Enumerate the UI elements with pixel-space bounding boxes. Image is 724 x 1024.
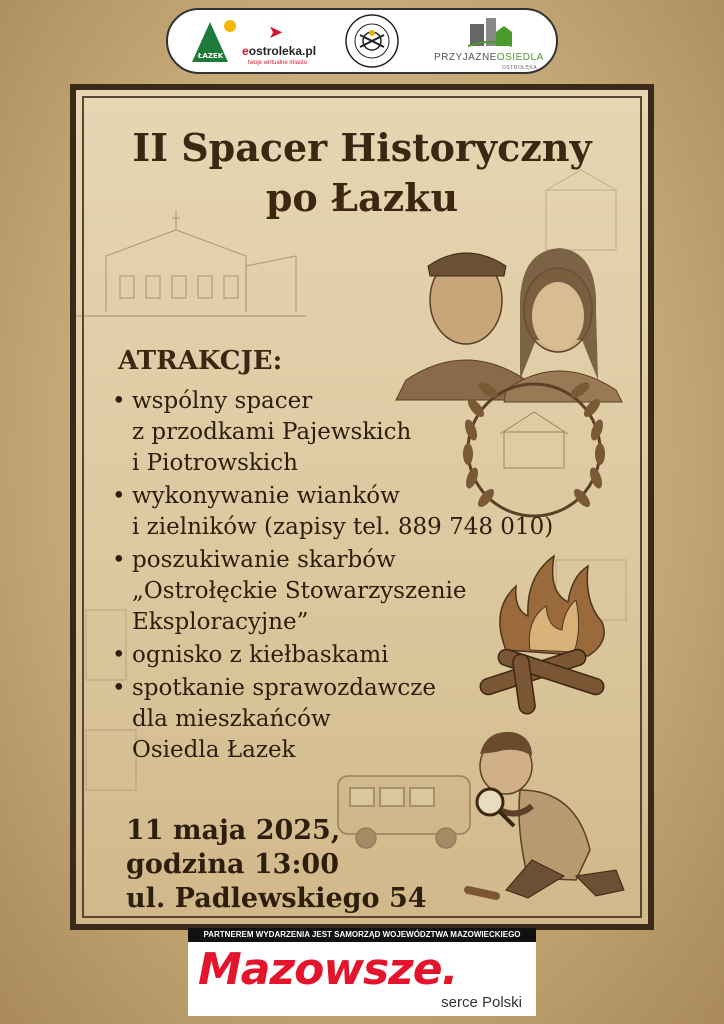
attraction-line: i Piotrowskich	[132, 450, 298, 476]
attraction-line: • wspólny spacer	[132, 388, 313, 414]
attraction-line: z przodkami Pajewskich	[132, 419, 412, 445]
osiedla-word: OSIEDLA	[496, 52, 544, 63]
buildings-icon	[468, 16, 512, 48]
event-time: godzina 13:00	[126, 849, 339, 880]
eostroleka-prefix: e	[242, 44, 249, 58]
attraction-item	[112, 386, 553, 479]
attraction-line: • wykonywanie wianków	[132, 483, 400, 509]
sun-icon	[224, 20, 236, 32]
arrow-mark-icon: ➤	[268, 22, 284, 43]
attraction-line: „Ostrołęckie Stowarzyszenie	[132, 578, 467, 604]
attraction-line: • ognisko z kiełbaskami	[132, 642, 389, 668]
mazowsze-logo	[188, 942, 536, 1016]
attraction-line: Osiedla Łazek	[132, 737, 296, 763]
attraction-line: Eksploracyjne”	[132, 609, 309, 635]
attractions-list	[112, 386, 553, 768]
attraction-item	[112, 640, 553, 671]
attraction-line: • spotkanie sprawozdawcze	[132, 675, 436, 701]
historic-building-left	[76, 210, 306, 316]
mazowsze-tagline: serce Polski	[441, 994, 522, 1011]
event-date: 11 maja 2025,	[126, 815, 341, 846]
ose-seal-logo	[344, 13, 400, 69]
couple-portrait	[396, 248, 622, 402]
lazek-logo	[190, 16, 230, 68]
eostroleka-logo	[240, 20, 332, 68]
poster-title-line-1: II Spacer Historyczny	[132, 125, 592, 170]
partner-logos-bar	[166, 8, 558, 74]
eostroleka-name: ostroleka.pl	[248, 44, 317, 58]
poster-frame	[70, 84, 654, 930]
attraction-item	[112, 673, 553, 766]
poster-title-line-2: po Łazku	[265, 175, 459, 220]
eostroleka-tagline: twoje wirtualne miasto	[248, 60, 308, 66]
mazowsze-brand: Mazowsze.	[198, 944, 458, 995]
attraction-line: dla mieszkańców	[132, 706, 331, 732]
attraction-item	[112, 545, 553, 638]
lazek-logo-text: ŁAZEK	[198, 52, 224, 60]
partner-banner: PARTNEREM WYDARZENIA JEST SAMORZĄD WOJEWÓDZTWA MAZOWIECKIEGO	[188, 928, 536, 942]
przyjazne-osiedla-logo	[432, 14, 552, 72]
event-address: ul. Padlewskiego 54	[126, 883, 427, 914]
event-details	[126, 814, 427, 916]
ostroleka-sub: OSTROŁĘKA	[502, 65, 538, 71]
attraction-item	[112, 481, 553, 543]
przyjazne-word: PRZYJAZNE	[434, 52, 497, 63]
attractions-heading: ATRAKCJE:	[118, 346, 283, 376]
attraction-line: i zielników (zapisy tel. 889 748 010)	[132, 514, 554, 540]
attraction-line: • poszukiwanie skarbów	[132, 547, 396, 573]
ose-seal-icon	[344, 13, 400, 69]
